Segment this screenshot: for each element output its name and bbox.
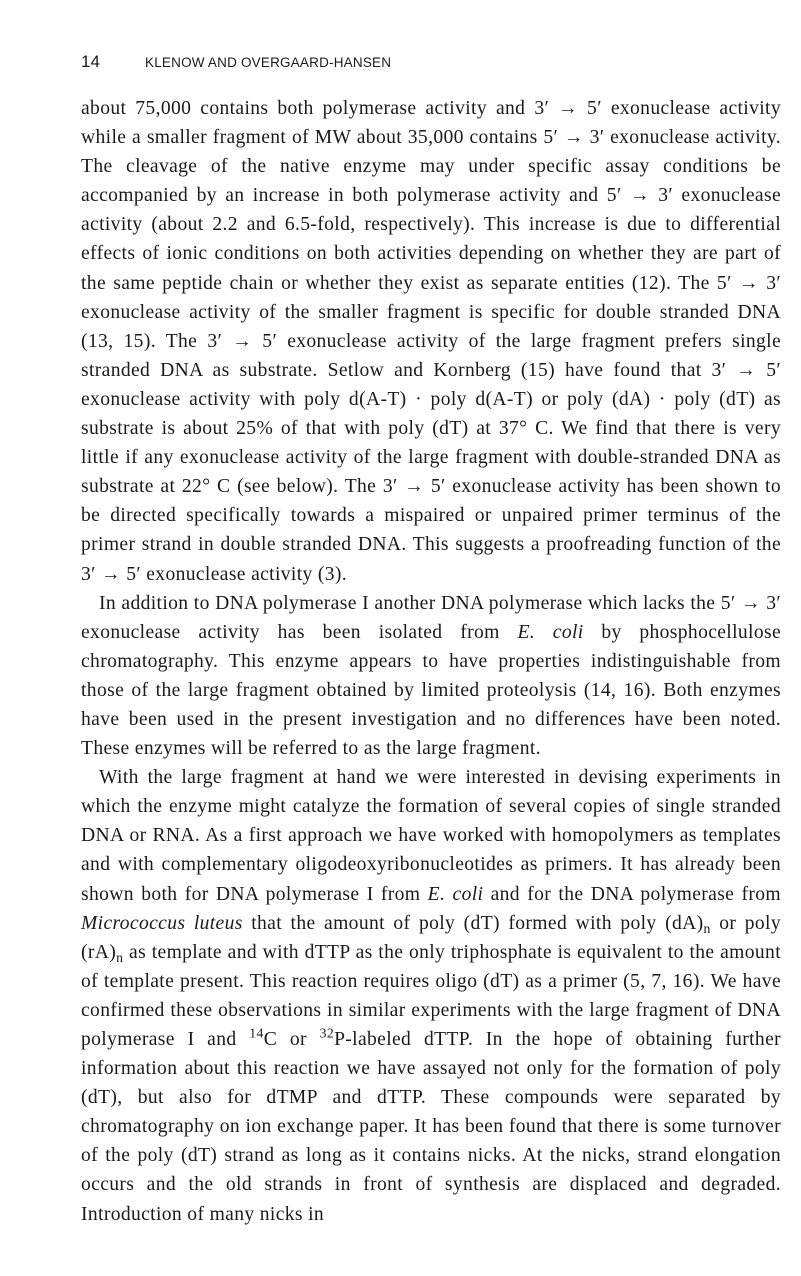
page-header	[81, 52, 781, 78]
text-run: that the amount of poly (dT) formed with poly (dA)	[242, 912, 704, 934]
text-run: or poly (rA)	[81, 912, 781, 963]
subscript: n	[116, 949, 124, 965]
text-run: In addition to DNA polymerase I another DNA polymerase which lacks the 5′ → 3′ exonuclease activity has been isolated from	[81, 592, 781, 643]
text-run: and for the DNA polymerase from	[483, 883, 781, 905]
paragraph	[81, 763, 781, 1229]
italic-term: E. coli	[427, 883, 484, 905]
superscript: 14	[249, 1025, 264, 1041]
page-number: 14	[81, 52, 100, 71]
text-run: With the large fragment at hand we were interested in devising experiments in which the enzyme might catalyze the formation of several copies of single stranded DNA or RNA. As a first approach we have worked with homopolymers as templates and with complementary oligodeoxyribonucleotides as primers. It has already been shown both for DNA polymerase I from	[81, 767, 781, 905]
superscript: 32	[319, 1025, 335, 1041]
page	[81, 52, 781, 1229]
text-run: P-labeled dTTP. In the hope of obtaining further information about this reaction we have assayed not only for the formation of poly (dT), but also for dTMP and dTTP. These compounds were separated by chromatography on ion exchange paper. It has been found that there is some turnover of the poly (dT) strand as long as it contains nicks. At the nicks, strand elongation occurs and the old strands in front of synthesis are displaced and degraded. Introduction of many nicks in	[81, 1029, 781, 1225]
paragraph	[81, 94, 781, 589]
text-run: C or	[263, 1029, 320, 1050]
paragraph	[81, 589, 781, 764]
italic-term: Micrococcus luteus	[81, 912, 243, 934]
subscript: n	[703, 920, 711, 936]
italic-term: E. coli	[517, 621, 584, 643]
text-run: by phosphocellulose chromatography. This enzyme appears to have properties indistinguishable from those of the large fragment obtained by limited proteolysis (14, 16). Both enzymes have been used in the present investigation and no differences have been noted. These enzymes will be referred to as the large fragment.	[81, 621, 782, 760]
running-head: KLENOW AND OVERGAARD-HANSEN	[145, 55, 392, 70]
text-run: as template and with dTTP as the only triphosphate is equivalent to the amount of template present. This reaction requires oligo (dT) as a primer (5, 7, 16). We have confirmed these observations in similar experiments with the large fragment of DNA polymerase I and	[81, 941, 781, 1050]
body-text	[81, 94, 781, 1229]
text-run: about 75,000 contains both polymerase activity and 3′ → 5′ exonuclease activity while a smaller fragment of MW about 35,000 contains 5′ → 3′ exonuclease activity. The cleavage of the native enzyme may under specific assay conditions be accompanied by an increase in both polymerase activity and 5′ → 3′ exonuclease activity (about 2.2 and 6.5-fold, respectively). This increase is due to differential effects of ionic conditions on both activities depending on whether they are part of the same peptide chain or whether they exist as separate entities (12). The 5′ → 3′ exonuclease activity of the smaller fragment is specific for double stranded DNA (13, 15). The 3′ → 5′ exonuclease activity of the large fragment prefers single stranded DNA as substrate. Setlow and Kornberg (15) have found that 3′ → 5′ exonuclease activity with poly d(A-T) · poly d(A-T) or poly (dA) · poly (dT) as substrate is about 25% of that with poly (dT) at 37° C. We find that there is very little if any exonuclease activity of the large fragment with double-stranded DNA as substrate at 22° C (see below). The 3′ → 5′ exonuclease activity has been shown to be directed specifically towards a mispaired or unpaired primer terminus of the primer strand in double stranded DNA. This suggests a proofreading function of the 3′ → 5′ exonuclease activity (3).	[81, 98, 781, 585]
